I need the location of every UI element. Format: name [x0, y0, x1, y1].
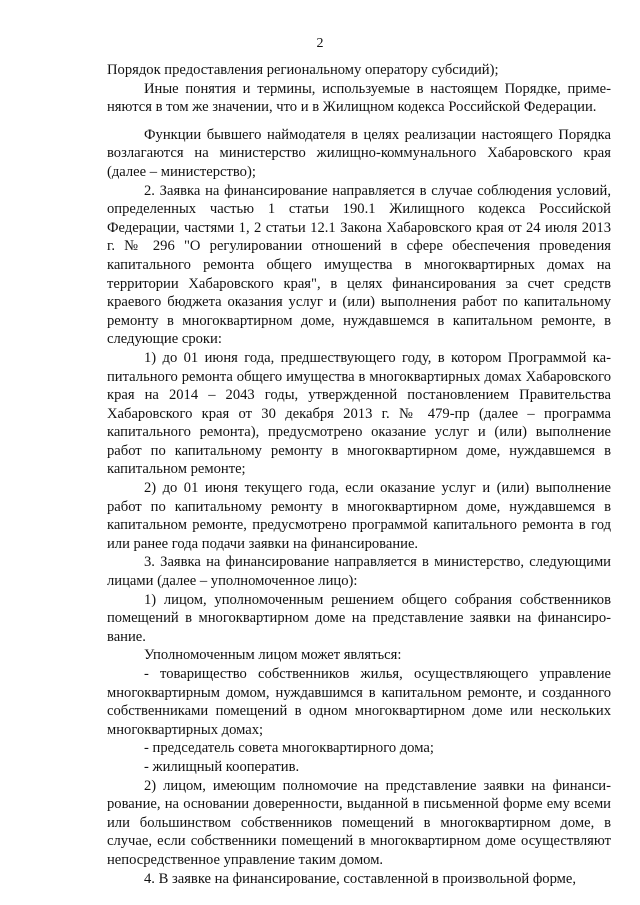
- document-body: [107, 61, 611, 888]
- paragraph-subitem-3-2: 2) лицом, имеющим полномочие на представление заявки на финансирование, на основании доверенности, выданной в письменной форме ему всеми или большинством собственников помещений в многоквартирном доме, в случае, если собственники помещений в многоквартирном доме осуществляют непосредственное управление таким домом.: [107, 777, 611, 868]
- list-item-housing-coop: - жилищный кооператив.: [144, 758, 300, 775]
- list-item-council-chair: - председатель совета многоквартирного дома;: [144, 740, 434, 757]
- paragraph-subitem-2-2: 2) до 01 июня текущего года, если оказание услуг и (или) выполнение работ по капитальному ремонту в многоквартирном доме, нуждавшемся в капитальном ремонте, предусмотрено программой капитального ремонта в год или ранее года подачи заявки на финансирование.: [107, 480, 611, 552]
- paragraph-authorized-person: Уполномоченным лицом может являться:: [144, 647, 402, 664]
- paragraph-terms: Иные понятия и термины, используемые в настоящем Порядке, применяются в том же значении, что и в Жилищном кодекса Российской Федерации.: [107, 80, 611, 116]
- paragraph-item-3: 3. Заявка на финансирование направляется в министерство, следующими лицами (далее – уполномоченное лицо):: [107, 554, 611, 590]
- paragraph-item-2: 2. Заявка на финансирование направляется в случае соблюдения условий, определенных частью 1 статьи 190.1 Жилищного кодекса Российской Федерации, частями 1, 2 статьи 12.1 Закона Хабаровского края от 24 июля 2013 г. № 296 "О регулировании отношений в сфере обеспечения проведения капитального ремонта общего имущества в многоквартирных домах на территории Хабаровского края", в целях финансирования за счет средств краевого бюджета оказания услуг и (или) выполнения работ по капитальному ремонту в многоквартирном доме, нуждавшемся в капитальном ремонте, в следующие сроки:: [107, 182, 611, 348]
- paragraph-item-4: 4. В заявке на финансирование, составленной в произвольной форме,: [144, 870, 577, 887]
- page-number: 2: [316, 36, 324, 51]
- paragraph-subitem-3-1: 1) лицом, уполномоченным решением общего собрания собственников помещений в многоквартирном доме на представление заявки на финансирование.: [107, 591, 611, 645]
- paragraph-continuation: Порядок предоставления региональному оператору субсидий);: [107, 62, 499, 78]
- list-item-hoa: - товарищество собственников жилья, осуществляющего управление многоквартирным домом, нуждавшимся в капитальном ремонте, и созданного собственниками помещений в одном многоквартирном доме или нескольких многоквартирных домах;: [107, 666, 611, 738]
- paragraph-subitem-2-1: 1) до 01 июня года, предшествующего году, в котором Программой капитального ремонта общего имущества в многоквартирных домах Хабаровского края на 2014 – 2043 годы, утвержденной постановлением Правительства Хабаровского края от 30 декабря 2013 г. № 479-пр (далее – программа капитального ремонта), предусмотрено оказание услуг и (или) выполнение работ по капитальному ремонту в многоквартирном доме, нуждавшемся в капитальном ремонте;: [107, 349, 611, 478]
- paragraph-landlord-functions: Функции бывшего наймодателя в целях реализации настоящего Порядка возлагаются на министерство жилищно-коммунального Хабаровского края (далее – министерство);: [107, 126, 611, 180]
